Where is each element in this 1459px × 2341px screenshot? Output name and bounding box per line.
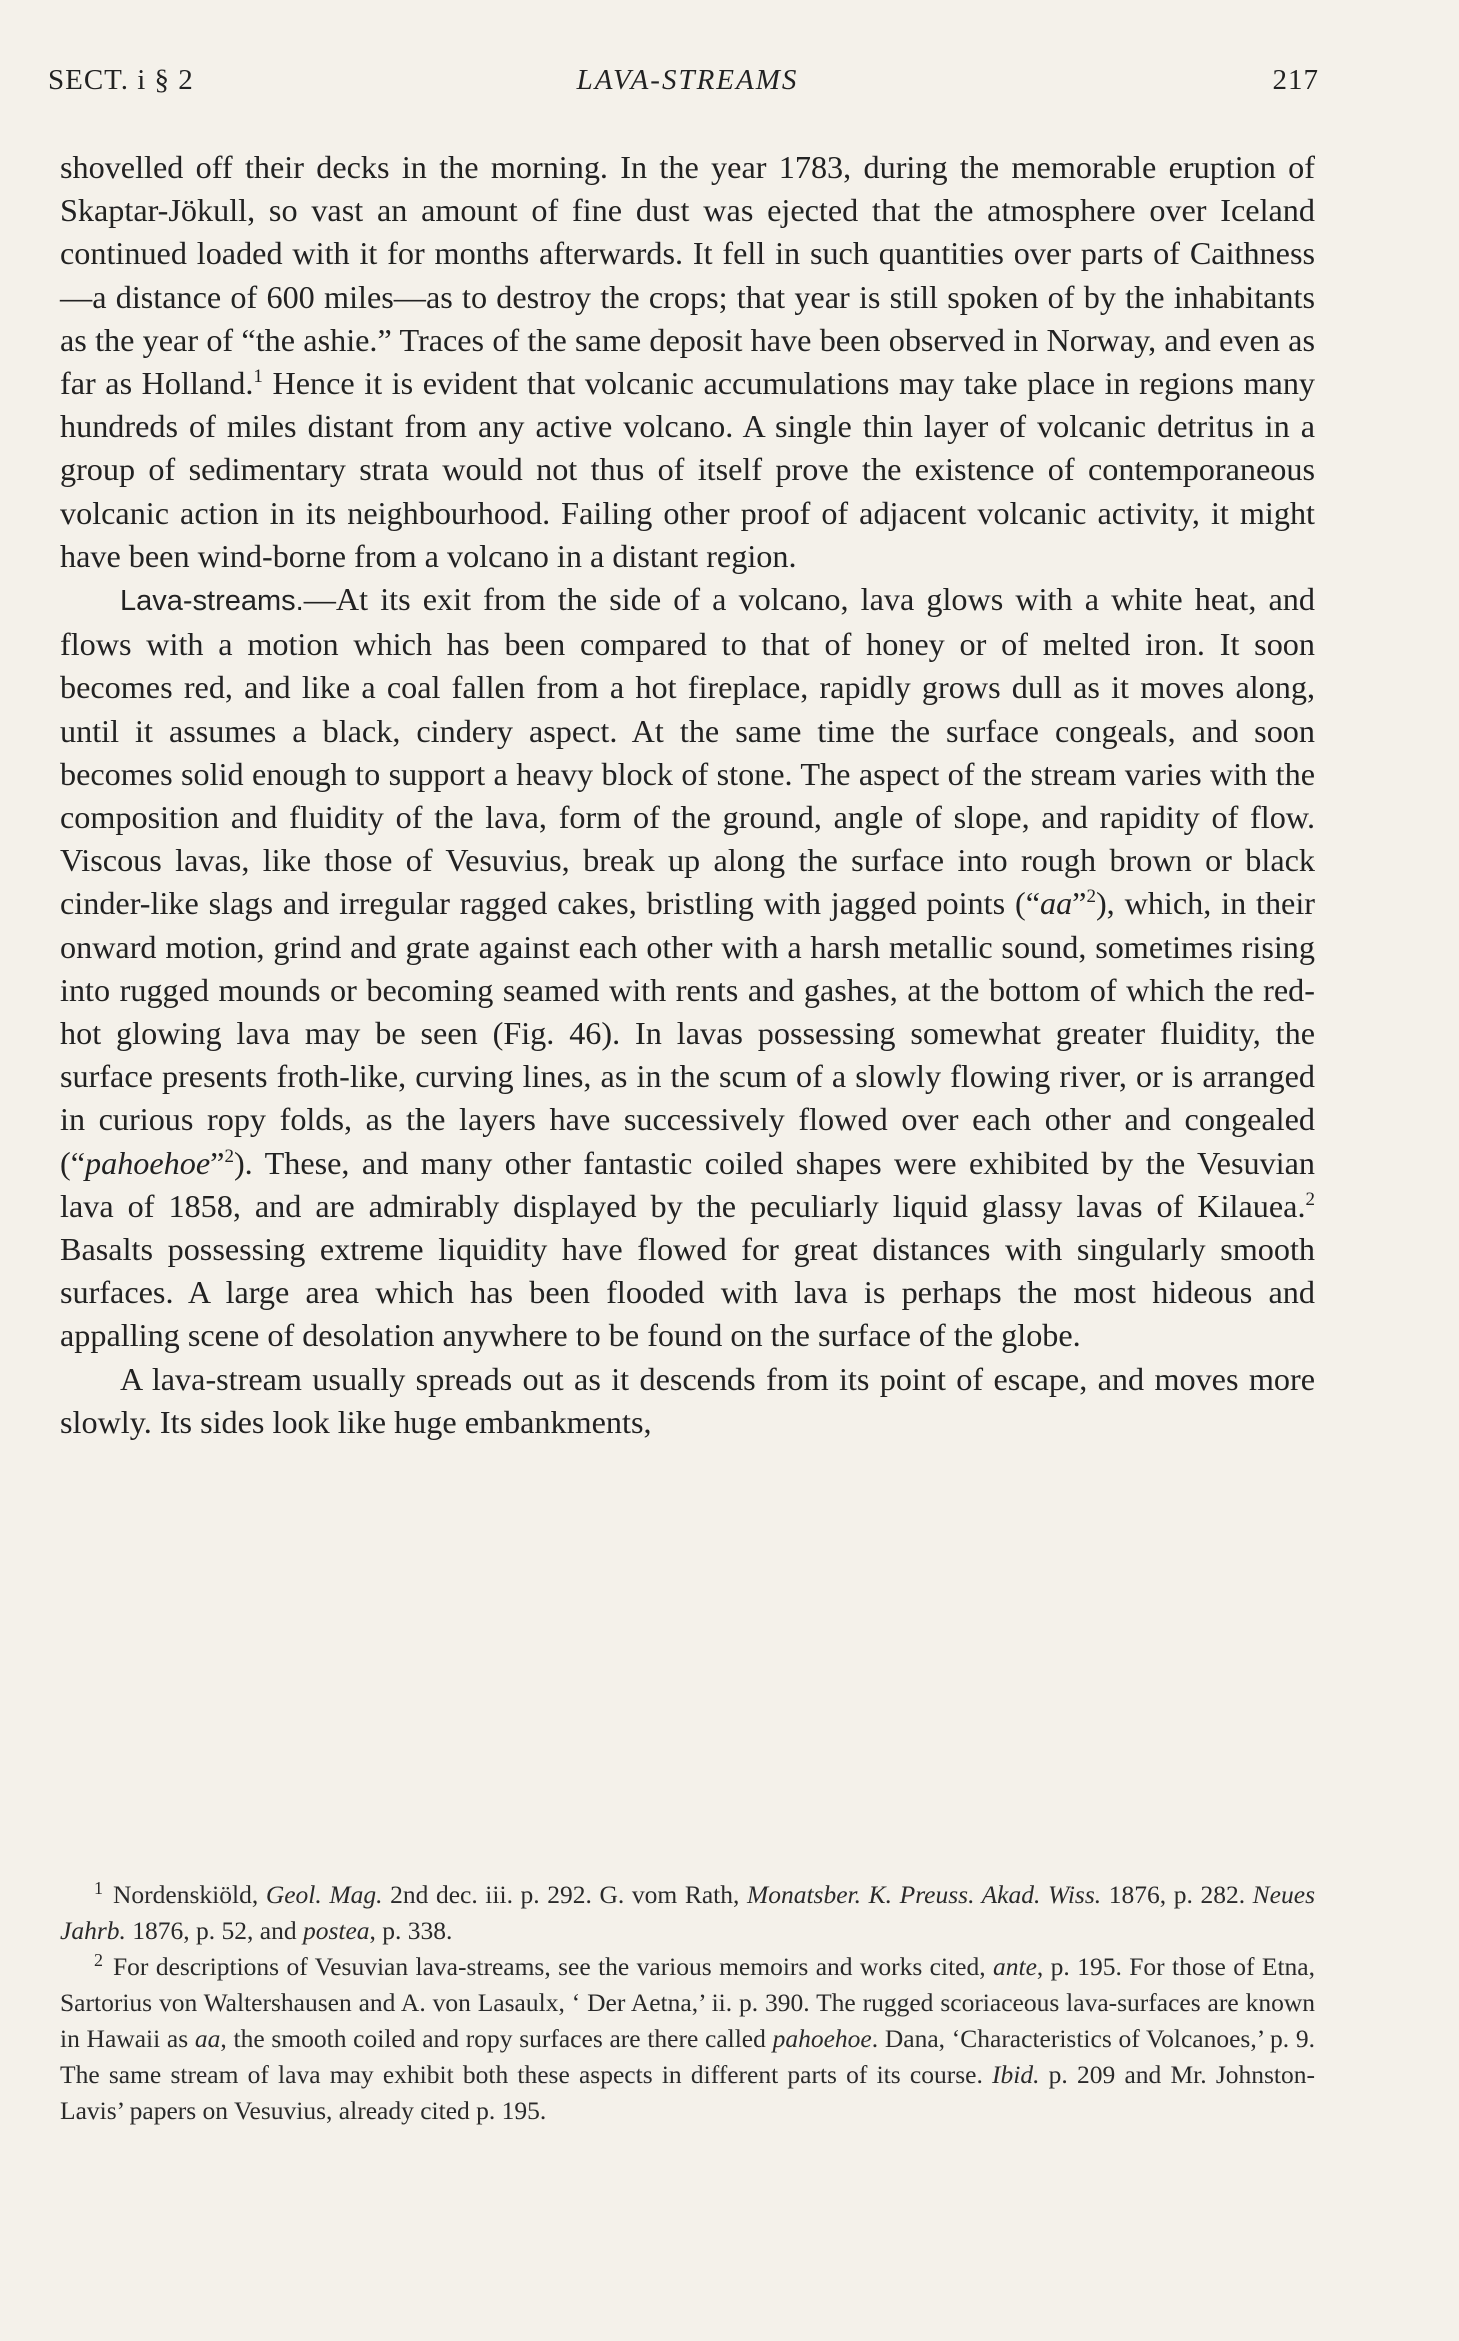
quote-mark: ” <box>210 1144 225 1181</box>
citation-term: ante <box>993 1952 1037 1981</box>
footnote-text: , the smooth coiled and ropy surfaces are there called <box>220 2024 773 2053</box>
body-text <box>60 146 1315 1444</box>
citation-term: Ibid. <box>992 2060 1040 2089</box>
paragraph-text: ), which, in their onward motion, grind and grate against each other with a harsh metallic sound, sometimes rising into rugged mounds or becoming seamed with rents and gashes, at the bottom of which the red-hot glowing lava may be seen (Fig. 46). In lavas possessing somewhat greater fluidity, the surface presents froth-like, curving lines, as in the scum of a slowly flowing river, or is arranged in curious ropy folds, as the layers have successively flowed over each other and congealed (“ <box>60 885 1315 1181</box>
footnote-mark: 1 <box>94 1878 103 1898</box>
footnote-ref-1: 1 <box>253 366 263 388</box>
footnotes <box>60 1877 1315 2129</box>
term-aa: aa <box>194 2024 221 2053</box>
term-aa: aa <box>1039 885 1073 922</box>
footnote-text: . Dana, ‘Characteristics of Volcanoes,’ p. 9. The same stream of lava may exhibit both these aspects in different parts of its course. <box>60 2024 1315 2089</box>
running-head <box>48 64 1319 104</box>
paragraph-text: ). These, and many other fantastic coiled shapes were exhibited by the Vesuvian lava of 1858, and are admirably displayed by the peculiarly liquid glassy lavas of Kilauea. <box>60 1144 1315 1224</box>
citation-term: postea <box>302 1916 370 1945</box>
book-page <box>48 0 1319 2341</box>
running-title: LAVA-STREAMS <box>576 64 799 96</box>
footnote-ref-2: 2 <box>1086 886 1096 908</box>
footnote-2 <box>60 1949 1315 2129</box>
footnote-text: 2nd dec. iii. p. 292. G. vom Rath, <box>382 1880 747 1909</box>
citation-title: Monatsber. K. Preuss. Akad. Wiss. <box>746 1880 1102 1909</box>
footnote-text: For descriptions of Vesuvian lava-streams, see the various memoirs and works cited, <box>113 1952 993 1981</box>
paragraph-lava-spread: A lava-stream usually spreads out as it descends from its point of escape, and moves more slowly. Its sides look like huge embankments, <box>60 1360 1315 1440</box>
footnote-text: 1876, p. 52, and <box>125 1916 303 1945</box>
footnote-text: , p. 195. For those of Etna, Sartorius von Waltershausen and A. von Lasaulx, ‘ Der Aetna,’ ii. p. 390. The rugged scoriaceous lava-surfaces are known in Hawaii as <box>60 1952 1315 2053</box>
footnote-ref-2: 2 <box>1305 1188 1315 1210</box>
paragraph-text: Basalts possessing extreme liquidity have flowed for great distances with singularly smooth surfaces. A large area which has been flooded with lava is perhaps the most hideous and appalling scene of desolation anywhere to be found on the surface of the globe. <box>60 1231 1315 1354</box>
paragraph-ash-deposits <box>60 146 1315 578</box>
footnote-text: 1876, p. 282. <box>1101 1880 1253 1909</box>
paragraph-text: —At its exit from the side of a volcano, lava glows with a white heat, and flows with a motion which has been compared to that of honey or of melted iron. It soon becomes red, and like a coal fallen from a hot fireplace, rapidly grows dull as it moves along, until it assumes a black, cindery aspect. At the same time the surface congeals, and soon becomes solid enough to support a heavy block of stone. The aspect of the stream varies with the composition and fluidity of the lava, form of the ground, angle of slope, and rapidity of flow. Viscous lavas, like those of Vesuvius, break up along the surface into rough brown or black cinder-like slags and irregular ragged cakes, bristling with jagged points (“ <box>60 581 1315 922</box>
section-label: SECT. i § 2 <box>48 64 194 96</box>
footnote-text: , p. 338. <box>369 1916 453 1945</box>
term-pahoehoe: pahoehoe <box>772 2024 872 2053</box>
quote-mark: ” <box>1072 885 1087 922</box>
paragraph-text: Hence it is evident that volcanic accumulations may take place in regions many hundreds of miles distant from any active volcano. A single thin layer of volcanic detritus in a group of sedimentary strata would not thus of itself prove the existence of contemporaneous volcanic action in its neighbourhood. Failing other proof of adjacent volcanic activity, it might have been wind-borne from a volcano in a distant region. <box>60 365 1316 574</box>
footnote-mark: 2 <box>94 1950 103 1970</box>
footnote-ref-2: 2 <box>224 1145 234 1167</box>
paragraph-text: shovelled off their decks in the morning. In the year 1783, during the memorable eruption of Skaptar-Jökull, so vast an amount of fine dust was ejected that the atmosphere over Iceland continued loaded with it for months afterwards. It fell in such quantities over parts of Caithness —a distance of 600 miles—as to destroy the crops; that year is still spoken of by the inhabitants as the year of “the ashie.” Traces of the same deposit have been observed in Norway, and even as far as Holland. <box>60 149 1315 402</box>
paragraph-lava-streams <box>60 578 1315 1358</box>
term-pahoehoe: pahoehoe <box>85 1144 211 1181</box>
footnote-1 <box>60 1877 1315 1949</box>
page-number: 217 <box>1272 64 1319 96</box>
footnote-text: Nordenskiöld, <box>113 1880 266 1909</box>
footnote-text: p. 209 and Mr. Johnston-Lavis’ papers on Vesuvius, already cited p. 195. <box>60 2060 1315 2125</box>
citation-title: Neues Jahrb. <box>60 1880 1315 1945</box>
citation-title: Geol. Mag. <box>265 1880 383 1909</box>
section-heading-lava-streams: Lava-streams. <box>120 585 304 618</box>
